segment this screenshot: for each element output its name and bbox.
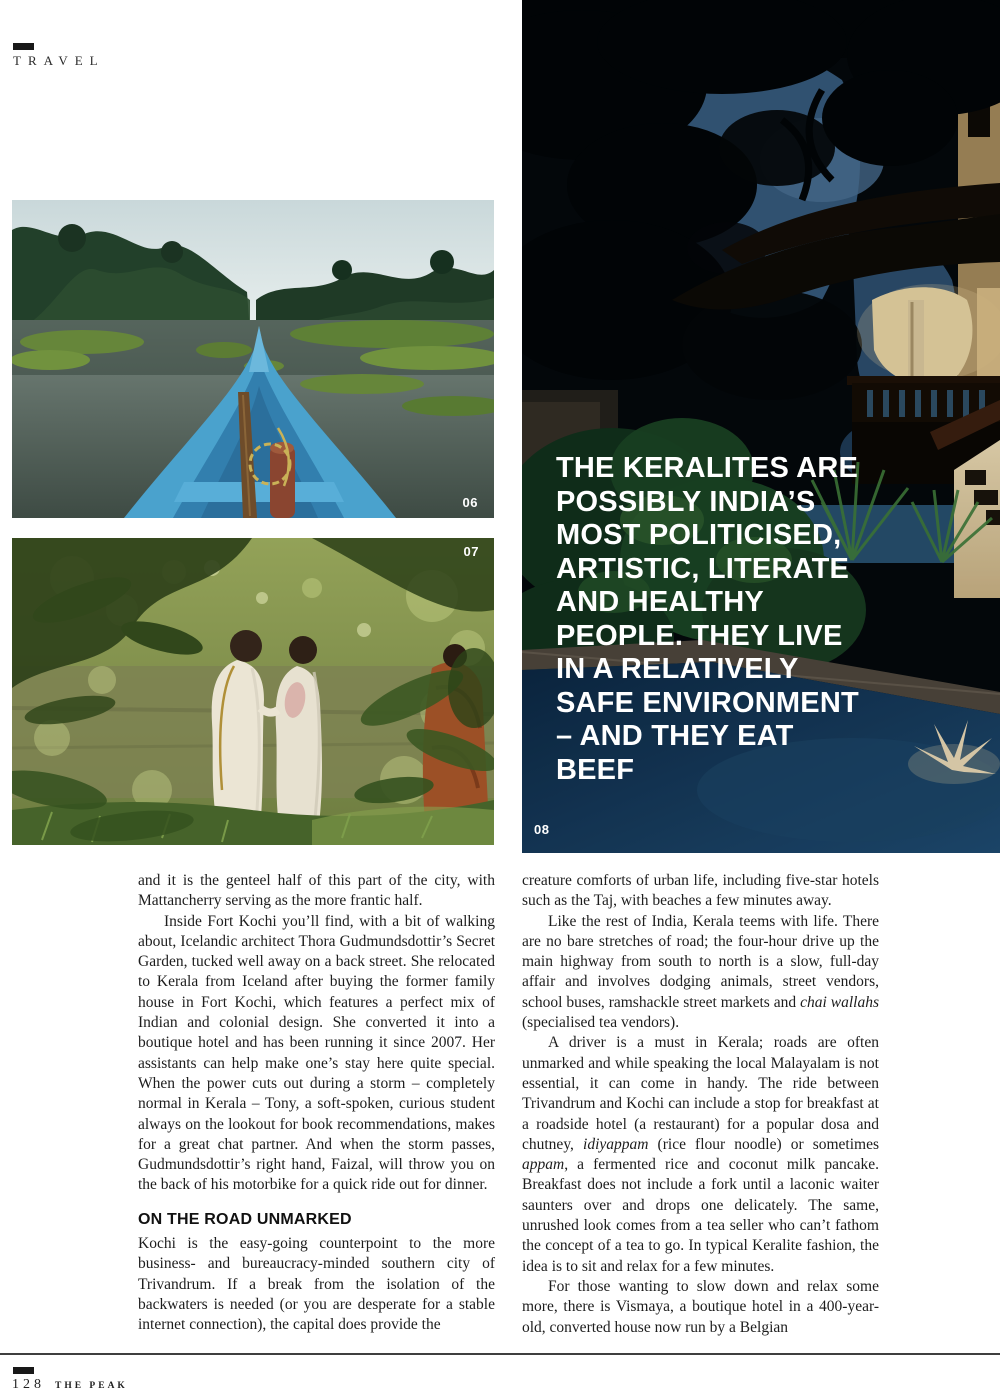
pull-quote-line: MOST POLITICISED, — [556, 519, 842, 551]
article-column-left — [138, 871, 495, 1336]
body-paragraph: Like the rest of India, Kerala teems with life. There are no bare stretches of road; the four-hour drive up the main highway from south to north is a slow, full-day affair and involves dodging animals, street vendors, school buses, ramshackle street markets and chai wallahs (specialised tea vendors). — [522, 912, 880, 1032]
women-photo — [12, 538, 494, 845]
kicker-bar — [13, 43, 34, 50]
body-paragraph: Kochi is the easy-going counterpoint to the more business- and bureaucracy-minded southern city of Trivandrum. If a break from the isolation of the backwaters is needed (or you are desperate for a stable internet connection), the capital does provide the — [138, 1235, 495, 1334]
body-paragraph: For those wanting to slow down and relax some more, there is Vismaya, a boutique hotel in a 400-year-old, converted house now run by a Belgian — [522, 1277, 879, 1336]
photo-number: 08 — [534, 822, 550, 837]
backwaters-photo — [12, 200, 494, 518]
pull-quote-line: – AND THEY EAT — [556, 720, 794, 752]
photo-number: 06 — [462, 495, 478, 510]
pull-quote-line: ARTISTIC, LITERATE — [556, 552, 850, 585]
pull-quote-line: AND HEALTHY — [556, 586, 764, 618]
pull-quote-line: THE KERALITES ARE — [556, 452, 859, 484]
women-photo-illustration — [12, 538, 494, 845]
body-paragraph: creature comforts of urban life, including five-star hotels such as the Taj, with beaches a few minutes away. — [522, 872, 879, 910]
footer-rule — [0, 1353, 1000, 1355]
page-number: 128 — [12, 1377, 45, 1392]
article-column-right — [522, 871, 879, 1338]
pull-quote-line: POSSIBLY INDIA’S — [556, 485, 816, 518]
body-paragraph: A driver is a must in Kerala; roads are often unmarked and while speaking the local Malayalam is not essential, it can come in handy. The ride between Trivandrum and Kochi can include a stop for breakfast at a roadside hotel (a restaurant) for a popular dosa and chutney, idiyappam (rice flour noodle) or sometimes appam, a fermented rice and coconut milk pancake. Breakfast does not include a fork until a laconic waiter saunters over and drops one delicately. The same, unrushed look comes from a tea seller who can’t fathom the concept of a tea to go. In typical Keralite fashion, the idea is to sit and relax for a few minutes. — [522, 1034, 880, 1275]
body-paragraph: Inside Fort Kochi you’ll find, with a bit of walking about, Icelandic architect Thora Gudmundsdottir’s Secret Garden, tucked well away on a back street. She relocated to Kerala from Iceland after buying the former family house in Fort Kochi, which features a perfect mix of Indian and colonial design. She converted it into a boutique hotel and has been running it since 2007. Her assistants can help make one’s stay here quite special. When the power cuts out during a storm – completely normal in Kerala – Tony, a soft-spoken, curious student always on the lookout for book recommendations, makes for a great chat partner. And when the storm passes, Gudmundsdottir’s right hand, Faizal, will throw you on the back of his motorbike for a quick ride out for dinner. — [138, 912, 495, 1194]
magazine-name: THE PEAK — [55, 1381, 128, 1391]
footer-bar — [13, 1367, 34, 1374]
pull-quote-line: IN A RELATIVELY — [556, 653, 799, 685]
body-paragraph: and it is the genteel half of this part of the city, with Mattancherry serving as the more frantic half. — [138, 872, 495, 910]
pull-quote-line: SAFE ENVIRONMENT — [556, 686, 859, 719]
backwaters-photo-illustration — [12, 200, 494, 518]
section-kicker: TRAVEL — [13, 53, 105, 68]
pull-quote-line: PEOPLE. THEY LIVE — [556, 619, 843, 652]
photo-number: 07 — [463, 544, 479, 559]
footer — [12, 1377, 128, 1393]
pull-quote — [556, 452, 996, 787]
section-heading: ON THE ROAD UNMARKED — [138, 1210, 352, 1228]
pull-quote-line: BEEF — [556, 753, 635, 786]
